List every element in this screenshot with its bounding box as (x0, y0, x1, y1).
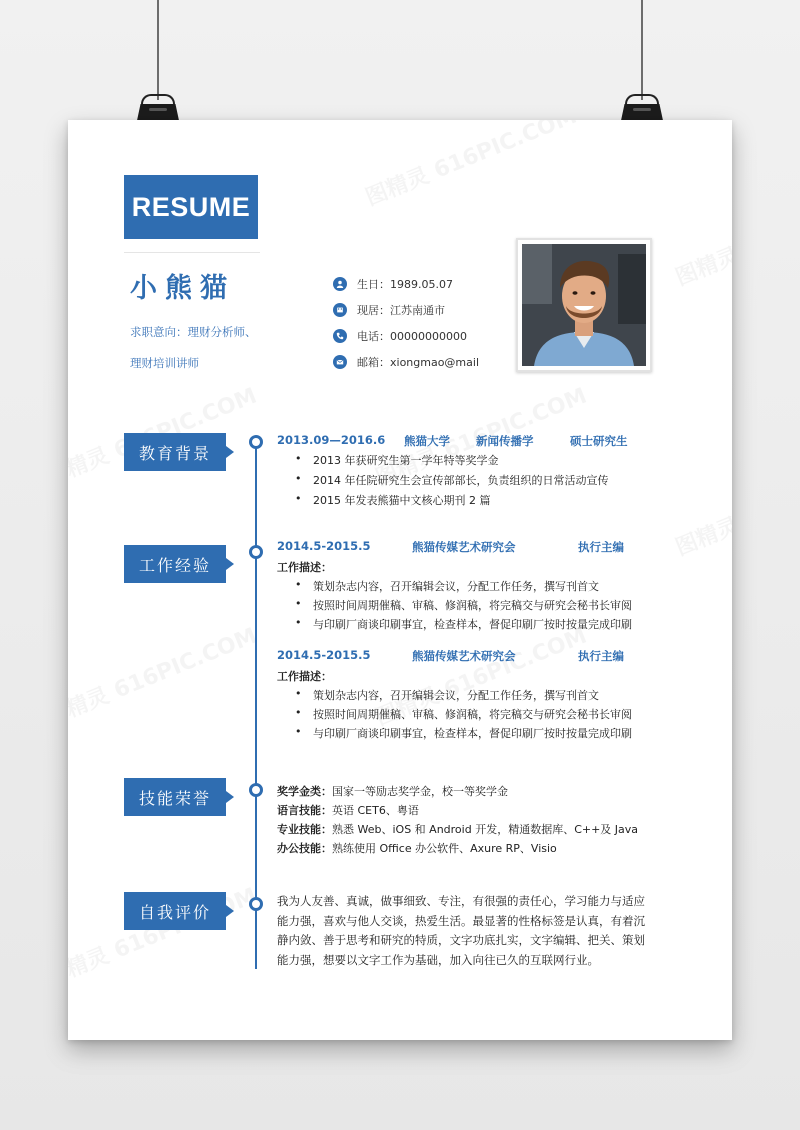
list-item: • 与印刷厂商谈印刷事宜，检查样本，督促印刷厂按时按量完成印刷 (313, 616, 632, 632)
info-label: 邮箱： (357, 356, 390, 369)
job-role: 执行主编 (578, 540, 624, 554)
watermark (360, 120, 580, 212)
edu-period: 2013.09—2016.6 (277, 433, 386, 447)
job-desc-label: 工作描述： (277, 670, 332, 683)
skill-row (277, 840, 557, 856)
list-item: • 策划杂志内容，召开编辑会议，分配工作任务，撰写刊首文 (313, 687, 599, 703)
info-phone (333, 328, 467, 344)
skill-value: 熟悉 Web、iOS 和 Android 开发，精通数据库、C++及 Java (332, 823, 639, 836)
watermark (68, 619, 261, 732)
watermark (670, 179, 732, 292)
profile-photo (516, 238, 652, 372)
hanging-wire-left (157, 0, 159, 100)
skill-label: 语言技能： (277, 804, 332, 817)
skill-value: 熟练使用 Office 办公软件、Axure RP、Visio (332, 842, 557, 855)
info-location (333, 302, 445, 318)
job-org: 熊猫传媒艺术研究会 (412, 649, 516, 663)
skill-row (277, 821, 638, 837)
divider (124, 252, 260, 253)
section-title-skills: 技能荣誉 (124, 778, 226, 816)
edu-degree: 硕士研究生 (570, 434, 628, 448)
person-icon (333, 277, 347, 291)
candidate-name: 小熊猫 (130, 273, 235, 304)
job-period: 2014.5-2015.5 (277, 648, 371, 662)
section-title-self-eval: 自我评价 (124, 892, 226, 930)
skill-label: 办公技能： (277, 842, 332, 855)
location-icon (333, 303, 347, 317)
info-value: 江苏南通市 (390, 304, 445, 317)
job-desc-label: 工作描述： (277, 561, 332, 574)
info-label: 电话： (357, 330, 390, 343)
list-item: • 2015 年发表熊猫中文核心期刊 2 篇 (313, 492, 490, 508)
job-intent-line2: 理财培训讲师 (130, 356, 199, 370)
job-role: 执行主编 (578, 649, 624, 663)
job-period: 2014.5-2015.5 (277, 539, 371, 553)
timeline-line (255, 441, 257, 969)
resume-paper (68, 120, 732, 1040)
info-email (333, 354, 479, 370)
skill-label: 专业技能： (277, 823, 332, 836)
list-item: • 按照时间周期催稿、审稿、修润稿，将完稿交与研究会秘书长审阅 (313, 706, 632, 722)
self-evaluation-text: 我为人友善、真诚，做事细致、专注，有很强的责任心，学习能力与适应能力强，喜欢与他人交谈，热爱生活。最显著的性格标签是认真，有着沉静内敛、善于思考和研究的特质，文字功底扎实，文字编辑、把关、策划能力强，想要以文字工作为基础，加入向往已久的互联网行业。 (277, 894, 645, 967)
list-item: • 2013 年获研究生第一学年特等奖学金 (313, 452, 499, 468)
skill-value: 国家一等励志奖学金，校一等奖学金 (332, 785, 508, 798)
phone-icon (333, 329, 347, 343)
info-value: xiongmao@mail (390, 355, 480, 369)
watermark (670, 449, 732, 562)
resume-title-box: RESUME (124, 175, 258, 239)
timeline-node (249, 435, 263, 449)
list-item: • 按照时间周期催稿、审稿、修润稿，将完稿交与研究会秘书长审阅 (313, 597, 632, 613)
job-org: 熊猫传媒艺术研究会 (412, 540, 516, 554)
list-item: • 与印刷厂商谈印刷事宜，检查样本，督促印刷厂按时按量完成印刷 (313, 725, 632, 741)
skill-row (277, 783, 508, 799)
section-title-education: 教育背景 (124, 433, 226, 471)
skill-value: 英语 CET6、粤语 (332, 804, 419, 817)
info-value: 00000000000 (390, 329, 467, 343)
job-intent-line1: 求职意向：理财分析师、 (130, 325, 257, 339)
info-label: 现居： (357, 304, 390, 317)
list-item: • 策划杂志内容，召开编辑会议，分配工作任务，撰写刊首文 (313, 578, 599, 594)
timeline-node (249, 545, 263, 559)
list-item: • 2014 年任院研究生会宣传部部长，负责组织的日常活动宣传 (313, 472, 609, 488)
info-label: 生日： (357, 278, 390, 291)
section-title-work: 工作经验 (124, 545, 226, 583)
edu-major: 新闻传播学 (476, 434, 534, 448)
info-birthday (333, 276, 453, 292)
skill-label: 奖学金类： (277, 785, 332, 798)
skill-row (277, 802, 419, 818)
edu-school: 熊猫大学 (404, 434, 450, 448)
info-value: 1989.05.07 (390, 277, 453, 291)
hanging-wire-right (641, 0, 643, 100)
mail-icon (333, 355, 347, 369)
timeline-node (249, 897, 263, 911)
timeline-node (249, 783, 263, 797)
